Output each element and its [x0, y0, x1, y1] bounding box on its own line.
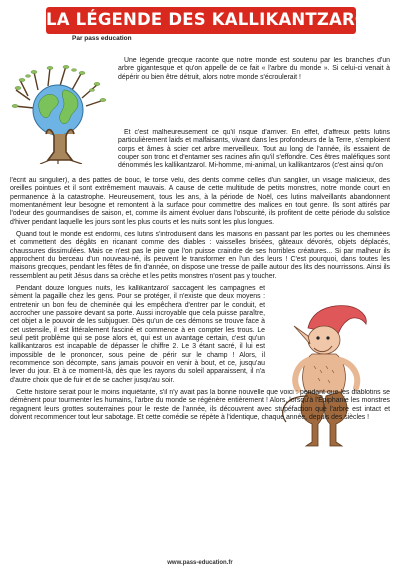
title-banner [46, 7, 376, 34]
paragraph-2-cont: l'écrit au singulier), a des pattes de bouc, le torse velu, des dents comme celles d'un sanglier, un visage malicieux, des oreilles pointues et il sont extrêmement mauvais. A cause de cette multitude de petits monstres, notre monde court en permanence à la catastrophe. Heureusement, tous les ans, à la période de Noël, ces lutins malveillants abandonnent momentanément leur besogne et remontent à la surface pour commettre des malices en tout genre. Ils sont attirés par l'odeur des gourmandises de saison, et, comme ils aiment évoluer dans l'obscurité, ils profitent de cette période du solstice d'hiver pendant laquelle les jours sont les plus courts et les nuits sont les plus longues. [10, 177, 390, 226]
paragraph-2: Et c'est malheureusement ce qu'il risque d'arriver. En effet, d'affreux petits lutins particulièrement laids et malfaisants, vivant dans les profondeurs de la Terre, s'emploient corps et âmes à scier cet arbre merveilleux. Tout au long de l'année, ils essaient de couper son tronc et d'entamer ses racines afin qu'il s'effondre. Ces êtres maléfiques sont dénommés les kallikantzaroï. Mi-homme, mi-animal, un kallikantzaros (c'est ainsi qu'on [118, 129, 390, 170]
paragraph-1: Une légende grecque raconte que notre monde est soutenu par les branches d'un arbre gigantesque et qu'on appelle de ce fait « l'arbre du monde ». Si celui-ci venait à dépérir ou bien être détruit, alors notre monde s'écroulerait ! [118, 57, 390, 81]
world-tree-icon [8, 60, 112, 164]
footer-url: www.pass-education.fr [167, 560, 233, 566]
paragraph-5: Cette histoire serait pour le moins inquiétante, s'il n'y avait pas la bonne nouvelle que voici : pendant que les diablotins se démènent pour tourmenter les humains, l'arbre du monde se régénère entièrement ! Alors, lorsqu'à l'Épiphanie les monstres regagnent leurs grottes souterraines pour le reste de l'année, ils découvrent avec stupéfaction que l'arbre est intact et doivent recommencer tout leur sabotage. Et cette comédie se répète à l'identique, chaque année, depuis des siècles ! [10, 389, 390, 422]
byline: Par pass education [72, 35, 132, 42]
kallikantzaros-icon [268, 300, 394, 450]
page-title: LA LÉGENDE DES KALLIKANTZAROÏ [46, 10, 376, 29]
paragraph-3: Quand tout le monde est endormi, ces lutins s'introduisent dans les maisons en passant par les portes ou les cheminées et commettent des dégâts en ricanant comme des diables : vaisselles brisées, gâteaux dévorés, objets déplacés, chaussures dissimulées. Mais ce n'est pas le pire que l'on puisse craindre de ses horribles créatures... Si par malheur ils approchent du berceau d'un nouveau-né, ils peuvent le transformer en l'un des leurs ! C'est pourquoi, dans toutes les maisons grecques, pendant les fêtes de fin d'année, on dispose une tresse de paille autour des lits des nourrissons. Ainsi ils ressemblent au petit Jésus dans sa crèche et les petits monstres n'osent pas y toucher. [10, 231, 390, 280]
paragraph-4: Pendant douze longues nuits, les kallikantzaroï saccagent les campagnes et sèment la pagaille chez les gens. Pour se protéger, il n'existe que deux moyens : entretenir un bon feu de cheminée qui les empêchera d'entrer par le conduit, et accrocher une passoire devant sa porte. Aussi incroyable que cela puisse paraître, cet objet a le pouvoir de les subjuguer. Dès qu'un de ces démons se trouve face à cet ustensile, il est littéralement fasciné et commence à en compter les trous. Le seul petit problème qui se pose alors et, qui est un avantage certain, c'est qu'un kallikantzaros est incapable de dépasser le chiffre 2. Le 3 étant sacré, il lui est impossible de le prononcer, sous peine de périr sur le champ ! Alors, il recommence son décompte, sans jamais pouvoir en venir à bout, et ce, jusqu'au lever du jour. Et à ce moment-là, dès que les rayons du soleil apparaissent, il n'a d'autre choix que de fuir et de se cacher jusqu'au soir. [10, 285, 265, 384]
